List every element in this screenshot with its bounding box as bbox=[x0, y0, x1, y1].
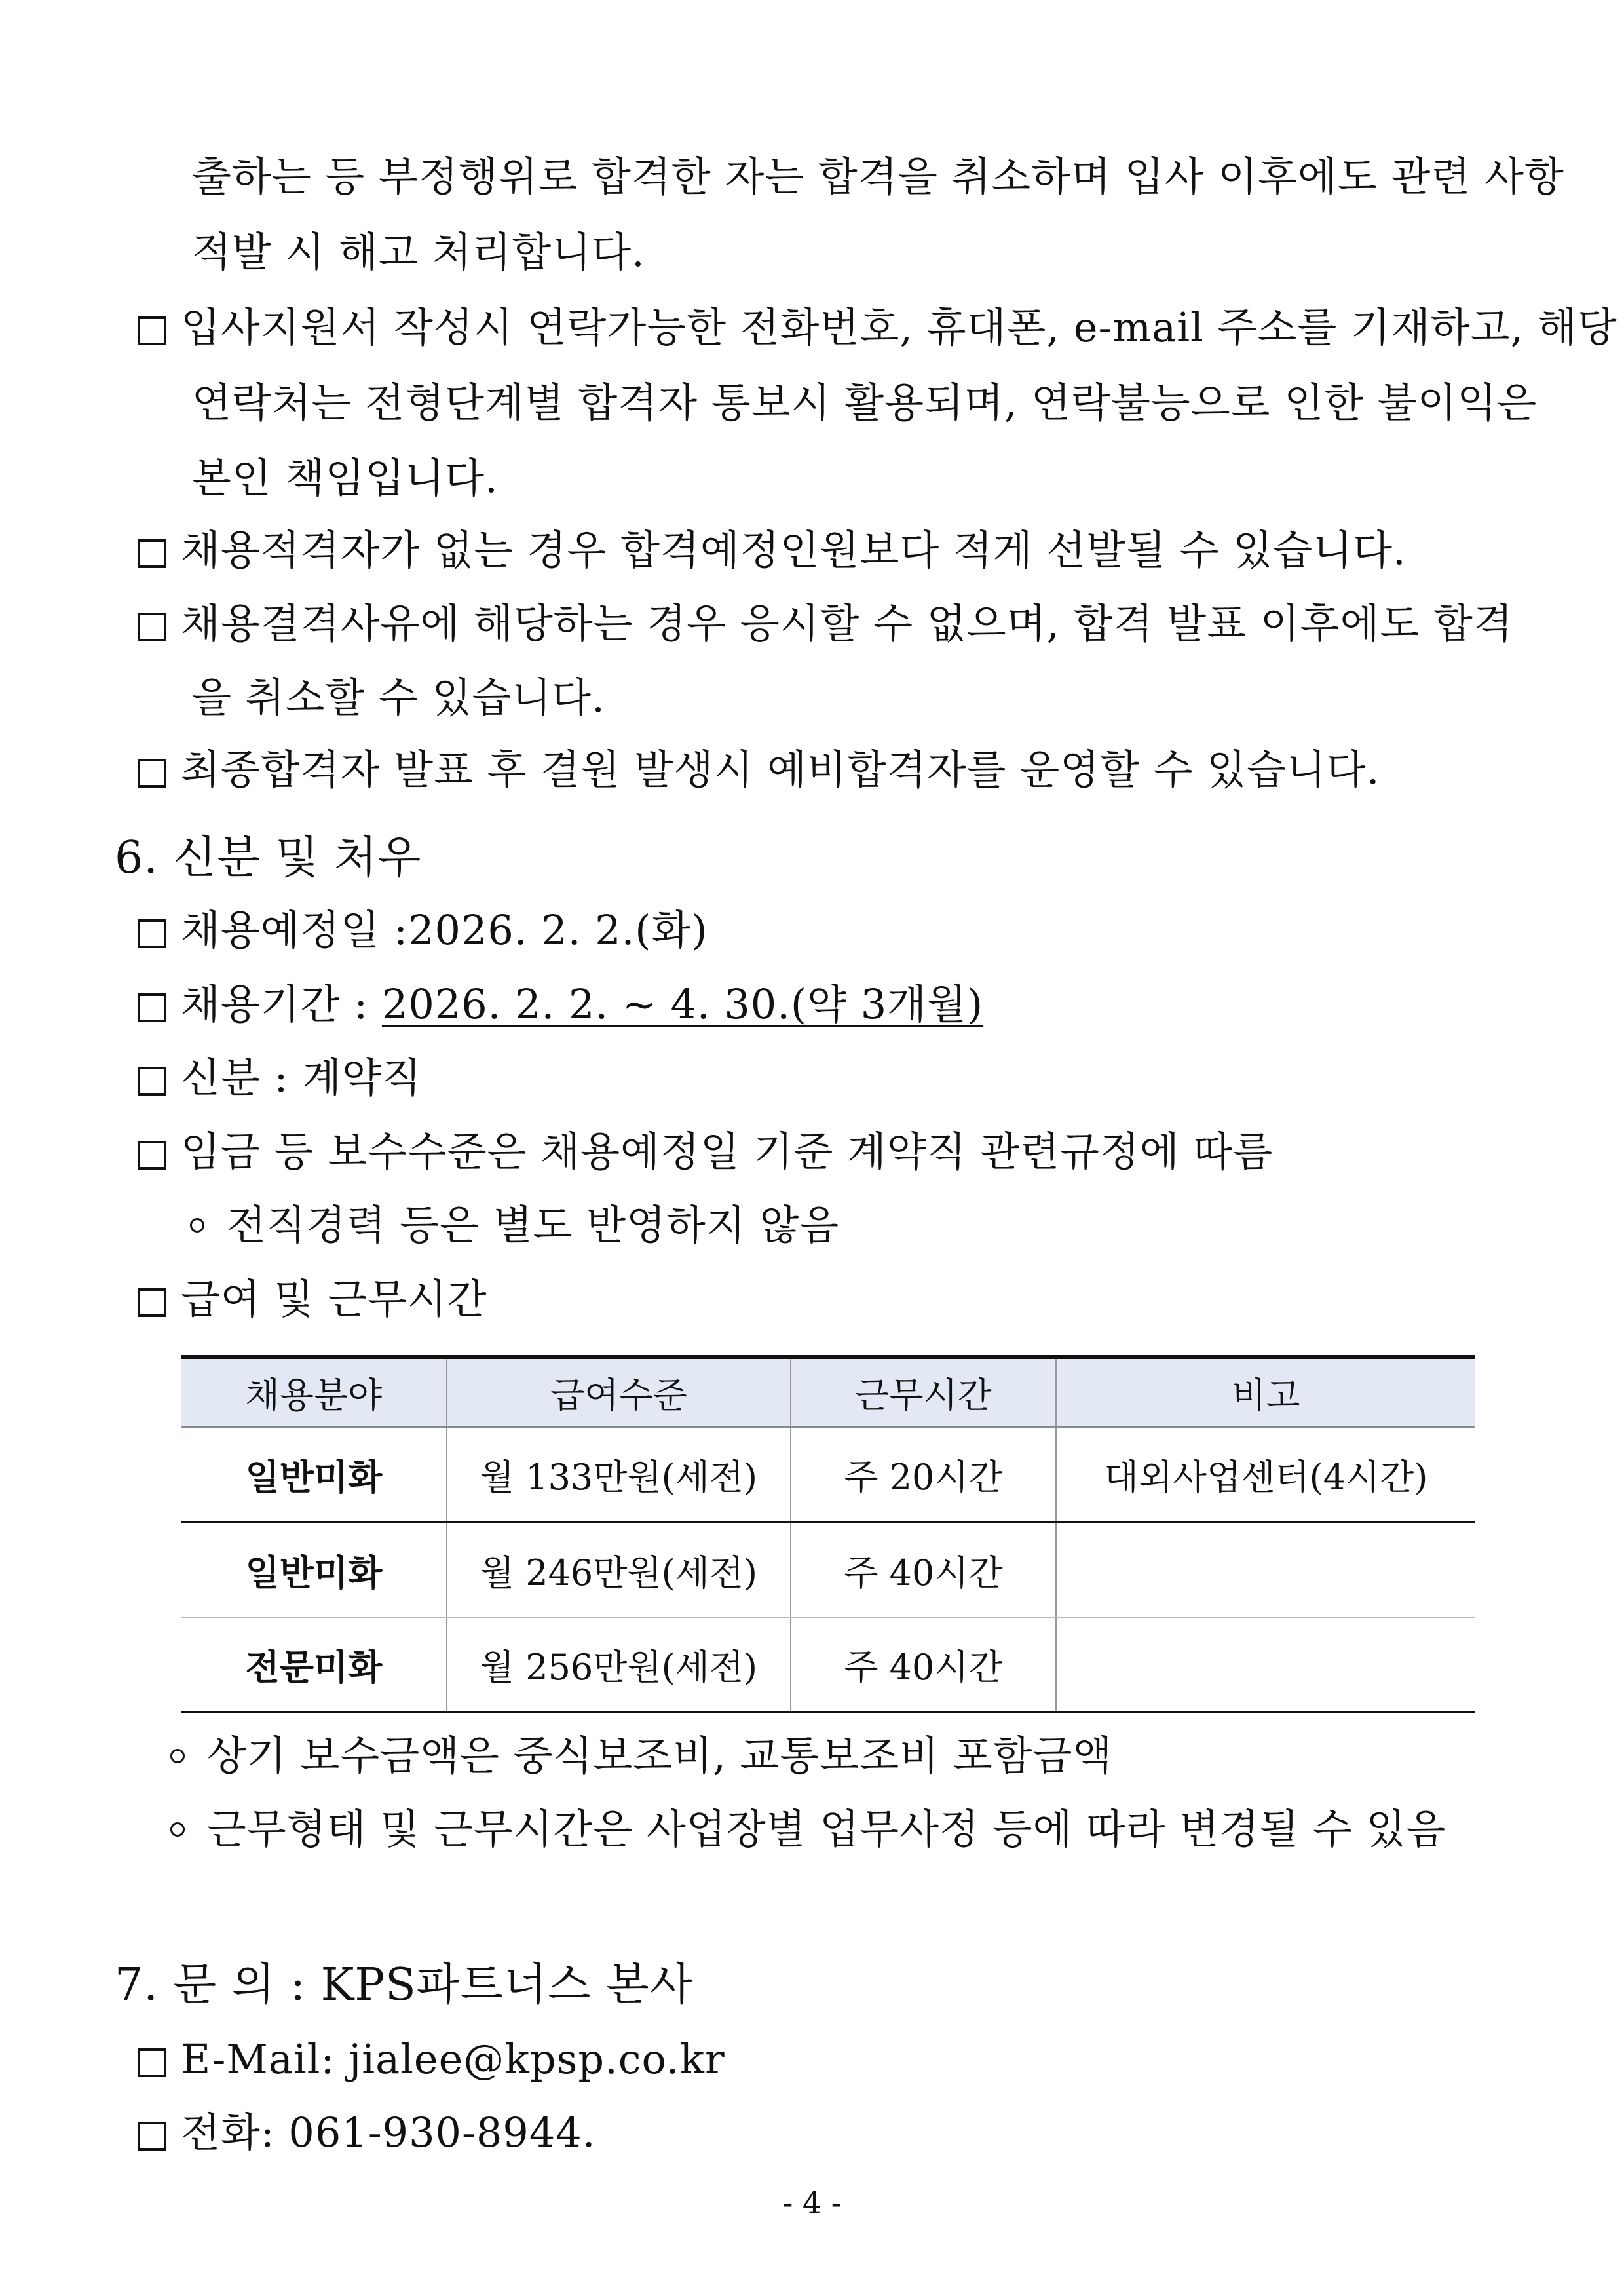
checkbox-icon bbox=[138, 539, 166, 568]
table-row bbox=[181, 1522, 1475, 1617]
pay-note-2: 근무형태 및 근무시간은 사업장별 업무사정 등에 따라 변경될 수 있음 bbox=[170, 1803, 1446, 1856]
section6-title: 6. 신분 및 처우 bbox=[115, 832, 422, 884]
para2-line1: 입사지원서 작성시 연락가능한 전화번호, 휴대폰, e-mail 주소를 기재하고, 해당 bbox=[138, 301, 1617, 354]
checkbox-icon bbox=[138, 316, 166, 345]
table-cell: 주 20시간 bbox=[791, 1427, 1056, 1523]
hire-date: 채용예정일 :2026. 2. 2.(화) bbox=[138, 904, 708, 957]
checkbox-icon bbox=[138, 1141, 166, 1170]
checkbox-icon bbox=[138, 1067, 166, 1096]
table-header: 근무시간 bbox=[791, 1357, 1056, 1427]
pay-title: 급여 및 근무시간 bbox=[138, 1273, 487, 1326]
table-cell: 일반미화 bbox=[181, 1522, 447, 1617]
hire-period-value: 2026. 2. 2. ~ 4. 30.(약 3개월) bbox=[381, 980, 984, 1028]
checkbox-icon bbox=[138, 613, 166, 641]
table-cell: 월 133만원(세전) bbox=[447, 1427, 791, 1523]
bullet-circle-icon bbox=[170, 1749, 185, 1763]
table-cell: 대외사업센터(4시간) bbox=[1056, 1427, 1475, 1523]
checkbox-icon bbox=[138, 993, 166, 1022]
checkbox-icon bbox=[138, 759, 166, 788]
para2-line2: 연락처는 전형단계별 합격자 통보시 활용되며, 연락불능으로 인한 불이익은 bbox=[192, 379, 1538, 427]
pay-sub-note: 전직경력 등은 별도 반영하지 않음 bbox=[190, 1199, 839, 1252]
pay-table bbox=[181, 1355, 1475, 1713]
pay-rule: 임금 등 보수수준은 채용예정일 기준 계약직 관련규정에 따름 bbox=[138, 1126, 1273, 1178]
table-cell: 주 40시간 bbox=[791, 1522, 1056, 1617]
pay-note-1: 상기 보수금액은 중식보조비, 교통보조비 포함금액 bbox=[170, 1730, 1112, 1782]
para1-line1: 출하는 등 부정행위로 합격한 자는 합격을 취소하며 입사 이후에도 관련 사항 bbox=[192, 153, 1564, 201]
table-row bbox=[181, 1617, 1475, 1712]
contact-email: E-Mail: jialee@kpsp.co.kr bbox=[138, 2033, 725, 2086]
checkbox-icon bbox=[138, 919, 166, 948]
table-header: 비고 bbox=[1056, 1357, 1475, 1427]
table-header: 급여수준 bbox=[447, 1357, 791, 1427]
checkbox-icon bbox=[138, 2122, 166, 2151]
bullet-circle-icon bbox=[190, 1218, 204, 1233]
contact-phone: 전화: 061-930-8944. bbox=[138, 2107, 595, 2159]
table-row bbox=[181, 1427, 1475, 1523]
para2-line3: 본인 책임입니다. bbox=[192, 454, 499, 502]
employment-status: 신분 : 계약직 bbox=[138, 1052, 422, 1104]
table-cell: 월 246만원(세전) bbox=[447, 1522, 791, 1617]
hire-period: 채용기간 : 2026. 2. 2. ~ 4. 30.(약 3개월) bbox=[138, 978, 983, 1031]
para5: 최종합격자 발표 후 결원 발생시 예비합격자를 운영할 수 있습니다. bbox=[138, 744, 1380, 796]
para3: 채용적격자가 없는 경우 합격예정인원보다 적게 선발될 수 있습니다. bbox=[138, 524, 1407, 577]
para1-line2: 적발 시 해고 처리합니다. bbox=[192, 228, 645, 276]
table-header-row bbox=[181, 1357, 1475, 1427]
table-header: 채용분야 bbox=[181, 1357, 447, 1427]
table-cell: 전문미화 bbox=[181, 1617, 447, 1712]
table-cell bbox=[1056, 1617, 1475, 1712]
table-cell: 월 256만원(세전) bbox=[447, 1617, 791, 1712]
table-cell bbox=[1056, 1522, 1475, 1617]
bullet-circle-icon bbox=[170, 1822, 185, 1837]
para4-line2: 을 취소할 수 있습니다. bbox=[192, 674, 605, 721]
table-cell: 주 40시간 bbox=[791, 1617, 1056, 1712]
page-number: - 4 - bbox=[782, 2185, 842, 2221]
checkbox-icon bbox=[138, 1288, 166, 1317]
table-cell: 일반미화 bbox=[181, 1427, 447, 1523]
checkbox-icon bbox=[138, 2048, 166, 2077]
section7-title: 7. 문 의 : KPS파트너스 본사 bbox=[115, 1959, 694, 2011]
para4-line1: 채용결격사유에 해당하는 경우 응시할 수 없으며, 합격 발표 이후에도 합격 bbox=[138, 598, 1513, 650]
